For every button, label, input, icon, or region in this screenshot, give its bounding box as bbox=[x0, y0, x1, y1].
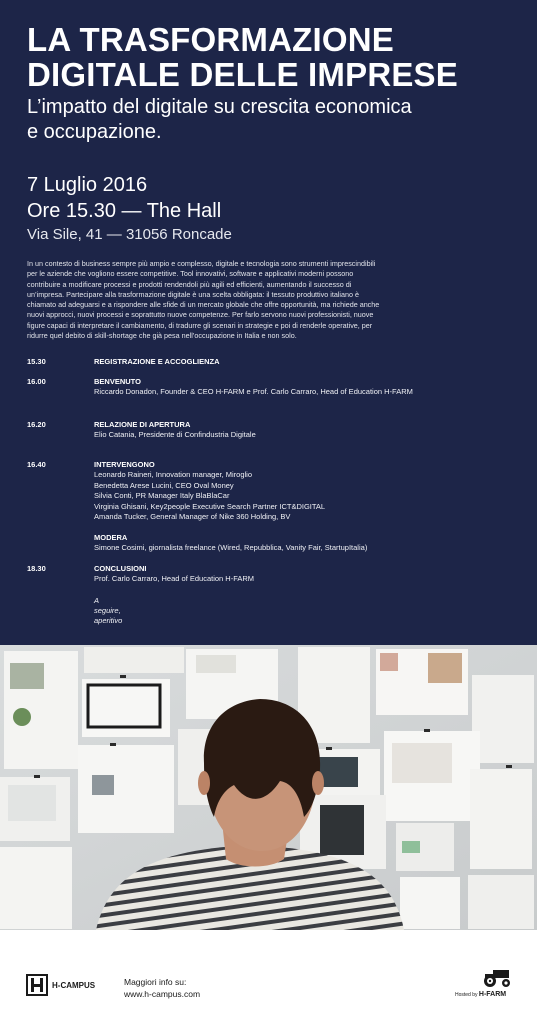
agenda-closing-note: A seguire, aperitivo bbox=[94, 596, 123, 625]
event-time-place: Ore 15.30 — The Hall bbox=[27, 200, 222, 222]
hero-photo bbox=[0, 645, 537, 930]
intro-line: un’impresa. Partecipare alla trasformazione digitale è una scelta obbligata: il tessuto produttivo italiano è bbox=[27, 289, 360, 299]
agenda-time: 18.30 bbox=[27, 564, 46, 573]
title-line-2: DIGITALE DELLE IMPRESE bbox=[27, 56, 458, 93]
agenda-heading: REGISTRAZIONE E ACCOGLIENZA bbox=[94, 357, 220, 366]
h-campus-logo-icon bbox=[26, 974, 48, 996]
intro-line: ridurre quel debito di skill-shortage che già pesa nell’occupazione in Italia e non solo. bbox=[27, 331, 297, 341]
agenda-item-conclusions bbox=[94, 564, 254, 585]
agenda-item-opening bbox=[94, 420, 256, 441]
agenda-speaker: Prof. Carlo Carraro, Head of Education H-FARM bbox=[94, 574, 255, 584]
agenda-heading: BENVENUTO bbox=[94, 377, 141, 386]
h-farm-logo-text: H-FARM bbox=[478, 991, 507, 998]
more-info-label: Maggiori info su: bbox=[124, 977, 187, 987]
intro-line: contribuire a modificare processi e prodotti rendendoli più agili ed efficienti, aumentando il successo di bbox=[27, 279, 352, 289]
agenda-speaker: Elio Catania, Presidente di Confindustria Digitale bbox=[94, 430, 256, 440]
agenda-item-speakers bbox=[94, 460, 325, 522]
agenda-item-registration bbox=[94, 357, 220, 367]
agenda-heading: RELAZIONE DI APERTURA bbox=[94, 420, 191, 429]
intro-line: In un contesto di business sempre più ampio e complesso, digitale e tecnologia sono strumenti imprescindibili bbox=[27, 259, 376, 268]
agenda-heading: CONCLUSIONI bbox=[94, 564, 147, 573]
agenda-time: 16.20 bbox=[27, 420, 46, 429]
tractor-logo-icon bbox=[481, 968, 513, 988]
agenda-item-welcome bbox=[94, 377, 413, 398]
more-info-link[interactable]: www.h-campus.com bbox=[124, 989, 201, 999]
agenda-speaker: Riccardo Donadon, Founder & CEO H-FARM e Prof. Carlo Carraro, Head of Education H-FARM bbox=[94, 387, 413, 397]
intro-line: per le aziende che vogliono essere competitive. Tool innovativi, software e applicativi moderni possono bbox=[27, 269, 354, 279]
agenda-time: 16.00 bbox=[27, 377, 46, 386]
agenda-speaker: Benedetta Arese Lucini, CEO Oval Money bbox=[94, 480, 234, 490]
intro-line: chiamato ad adeguarsi e a rispondere alle sfide di un mercato globale che offre opportunità, ma richiede anche bbox=[27, 300, 380, 310]
title-line-1: LA TRASFORMAZIONE bbox=[27, 21, 394, 58]
event-address: Via Sile, 41 — 31056 Roncade bbox=[27, 226, 232, 243]
intro-paragraph bbox=[27, 259, 415, 341]
h-campus-logo-text: H-CAMPUS bbox=[52, 981, 96, 990]
agenda-speaker: Silvia Conti, PR Manager Italy BlaBlaCar bbox=[94, 491, 230, 501]
agenda-heading: INTERVENGONO bbox=[94, 460, 155, 469]
agenda-item-moderator bbox=[94, 533, 367, 554]
agenda-time: 16.40 bbox=[27, 460, 46, 469]
subtitle-line-2: e occupazione. bbox=[27, 121, 162, 143]
agenda-speaker: Leonardo Raineri, Innovation manager, Miroglio bbox=[94, 470, 253, 480]
agenda-time: 15.30 bbox=[27, 357, 46, 366]
agenda-speaker: Virginia Ghisani, Key2people Executive Search Partner ICT&DIGITAL bbox=[94, 501, 326, 511]
intro-line: figure capaci di interpretare il cambiamento, di tradurre gli scenari in strategie e poi di renderle operative, per bbox=[27, 320, 373, 330]
event-date: 7 Luglio 2016 bbox=[27, 174, 148, 196]
subtitle bbox=[27, 95, 412, 145]
intro-line: nuovi approcci, nuovi processi e soprattutto nuove competenze. Per farlo servono nuovi professionisti, nuove bbox=[27, 310, 374, 320]
agenda-heading: MODERA bbox=[94, 533, 128, 542]
agenda-speaker: Amanda Tucker, General Manager of Nike 360 Holding, BV bbox=[94, 512, 291, 522]
footer bbox=[0, 930, 537, 1024]
agenda-speaker: Simone Cosimi, giornalista freelance (Wired, Repubblica, Vanity Fair, StartupItalia) bbox=[94, 543, 368, 553]
page-title bbox=[27, 22, 458, 92]
hosted-by bbox=[455, 991, 506, 998]
subtitle-line-1: L’impatto del digitale su crescita economica bbox=[27, 96, 412, 118]
hosted-by-label: Hosted by bbox=[455, 992, 478, 998]
more-info bbox=[124, 976, 200, 1000]
